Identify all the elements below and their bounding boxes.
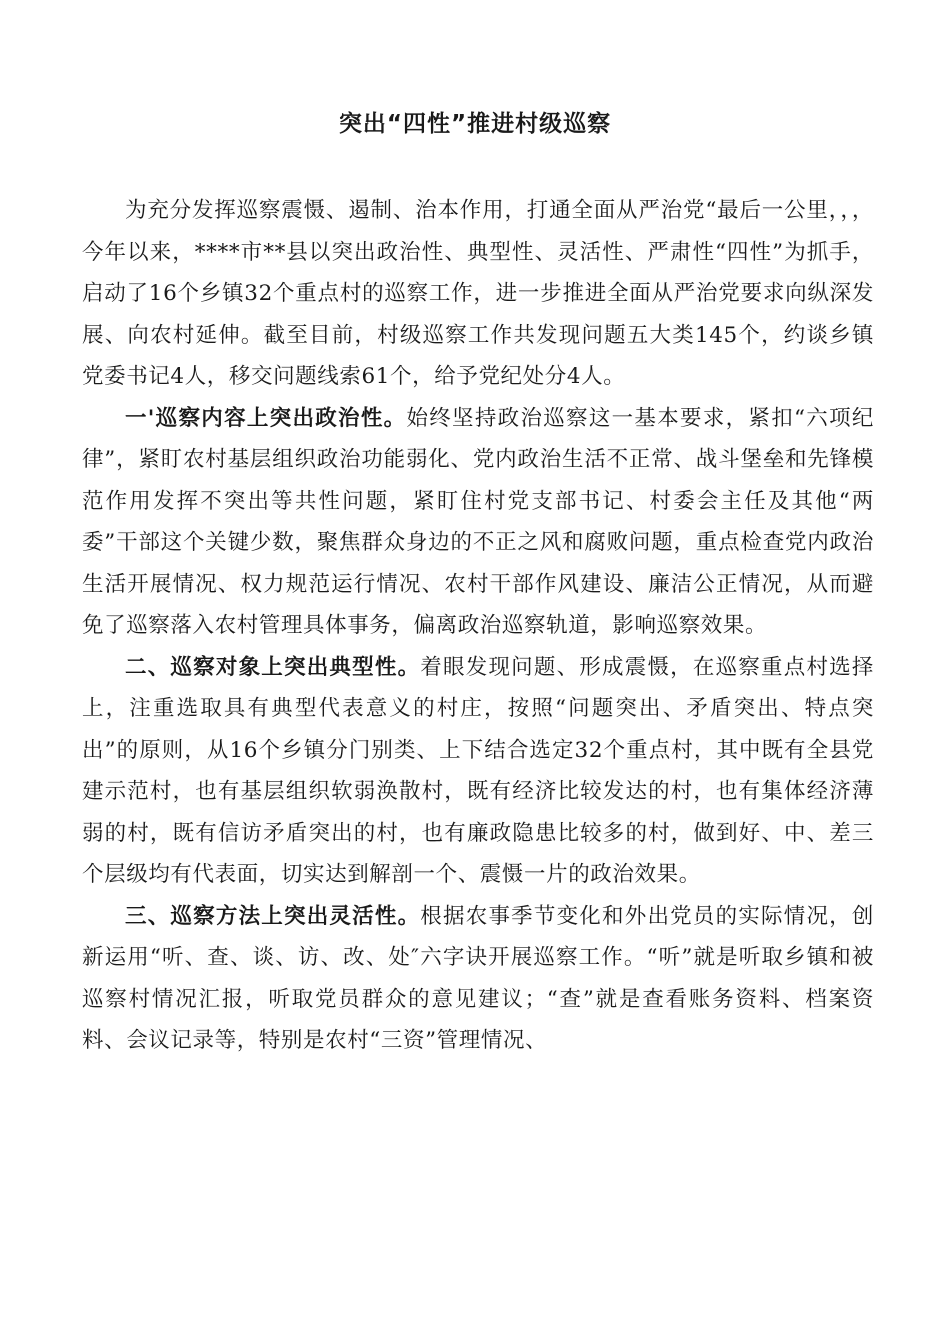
paragraph-text: 根据农事季节变化和外出党员的实际情况，创新运用“听、查、谈、访、改、处″六字诀开展巡察工作。“听”就是听取乡镇和被巡察村情况汇报，听取党员群众的意见建议；“查”就是查看账务资料、档案资料、会议记录等，特别是农村“三资”管理情况、 xyxy=(82,903,874,1053)
paragraph-text: 为充分发挥巡察震慑、遏制、治本作用，打通全面从严治党“最后一公里，，，今年以来，****市**县以突出政治性、典型性、灵活性、严肃性“四性”为抓手，启动了16个乡镇32个重点村的巡察工作，进一步推进全面从严治党要求向纵深发展、向农村延伸。截至目前，村级巡察工作共发现问题五大类145个，约谈乡镇党委书记4人，移交问题线索61个，给予党纪处分4人。 xyxy=(82,198,874,389)
paragraph-text: 着眼发现问题、形成震慑，在巡察重点村选择上，注重选取具有典型代表意义的村庄，按照“问题突出、矛盾突出、特点突出”的原则，从16个乡镇分门别类、上下结合选定32个重点村，其中既有全县党建示范村，也有基层组织软弱涣散村，既有经济比较发达的村，也有集体经济薄弱的村，既有信访矛盾突出的村，也有廉政隐患比较多的村，做到好、中、差三个层级均有代表面，切实达到解剖一个、震慑一片的政治效果。 xyxy=(82,654,874,887)
paragraph-flexible xyxy=(82,896,874,1062)
paragraph-lead: 三、巡察方法上突出灵活性。 xyxy=(125,903,421,929)
document-title: 突出“四性”推进村级巡察 xyxy=(338,111,612,137)
paragraph-typical xyxy=(82,647,874,896)
paragraph-political xyxy=(82,398,874,647)
paragraph-intro xyxy=(82,190,874,398)
paragraph-lead: 二、巡察对象上突出典型性。 xyxy=(125,654,421,680)
paragraph-text: 始终坚持政治巡察这一基本要求，紧扣“六项纪律”，紧盯农村基层组织政治功能弱化、党内政治生活不正常、战斗堡垒和先锋模范作用发挥不突出等共性问题，紧盯住村党支部书记、村委会主任及其他“两委”干部这个关键少数，聚焦群众身边的不正之风和腐败问题，重点检查党内政治生活开展情况、权力规范运行情况、农村干部作风建设、廉洁公正情况，从而避免了巡察落入农村管理具体事务，偏离政治巡察轨道，影响巡察效果。 xyxy=(82,405,874,638)
document-body xyxy=(82,190,874,1062)
paragraph-lead: 一'巡察内容上突出政治性。 xyxy=(125,405,407,431)
